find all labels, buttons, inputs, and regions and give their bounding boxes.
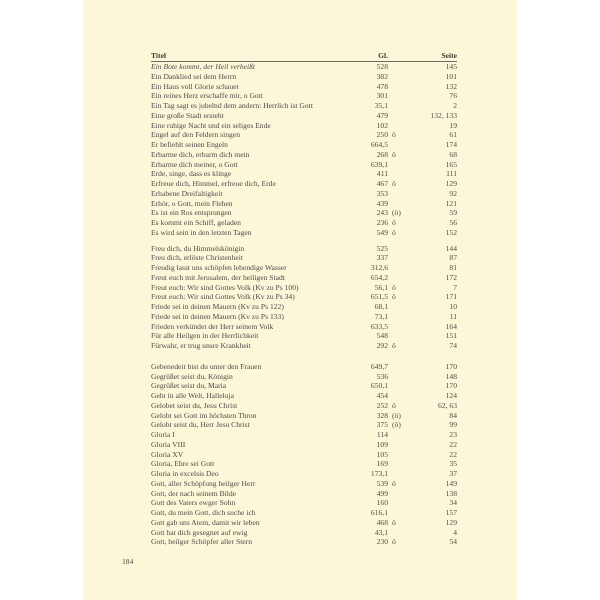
- page-ref: 2: [453, 101, 457, 110]
- header-seite: Seite: [441, 51, 457, 60]
- page-ref: 74: [449, 341, 457, 350]
- table-row: [151, 208, 457, 218]
- gl-number: 639,1: [370, 159, 388, 169]
- gl-number: 650,1: [370, 381, 388, 391]
- oe-mark: [388, 121, 408, 131]
- table-row: [151, 189, 457, 199]
- oe-mark: (ö): [392, 410, 401, 420]
- gl-number: 173,1: [370, 469, 388, 478]
- table-row: [151, 169, 457, 179]
- song-title: Ein reines Herz erschaffe mir, o Gott: [151, 91, 263, 101]
- song-title: Geht in alle Welt, Halleluja: [151, 391, 234, 400]
- gl-number: 651,5: [370, 292, 388, 302]
- song-title: Engel auf den Feldern singen: [151, 130, 240, 140]
- song-title: Gloria, Ehre sei Gott: [151, 459, 215, 469]
- page-ref: 23: [449, 430, 457, 439]
- page-ref: 164: [445, 321, 457, 331]
- page-ref: 61: [449, 130, 457, 140]
- page-ref: 165: [445, 159, 457, 169]
- table-row: [151, 228, 457, 238]
- song-title: Eine ruhige Nacht und ein seliges Ende: [151, 120, 271, 130]
- song-title: Freu dich, erlöste Christenheit: [151, 253, 243, 263]
- page-ref: 138: [445, 488, 457, 498]
- song-title: Gloria in excelsis Deo: [151, 469, 219, 478]
- page-ref: 174: [445, 140, 457, 149]
- song-title: Ein Tag sagt es jubelnd dem andern: Herrlich ist Gott: [151, 101, 313, 110]
- page-ref: 19: [449, 120, 457, 130]
- oe-mark: ö: [392, 227, 396, 237]
- oe-mark: [388, 189, 408, 199]
- gl-number: 68,1: [374, 302, 388, 311]
- table-header: [151, 50, 457, 62]
- gl-number: 616,1: [370, 508, 388, 517]
- table-row: [151, 440, 457, 450]
- oe-mark: ö: [392, 517, 396, 527]
- oe-mark: ö: [392, 478, 396, 488]
- oe-mark: [388, 302, 408, 312]
- oe-mark: [388, 508, 408, 518]
- page-ref: 124: [445, 391, 457, 400]
- gl-number: 654,2: [370, 272, 388, 282]
- gl-number: 539: [376, 478, 388, 488]
- oe-mark: [388, 263, 408, 273]
- table-row: [151, 381, 457, 391]
- table-row: [151, 479, 457, 489]
- oe-mark: ö: [392, 130, 396, 140]
- table-row: [151, 312, 457, 322]
- oe-mark: [388, 381, 408, 391]
- oe-mark: [388, 469, 408, 479]
- gl-number: 236: [376, 218, 388, 227]
- song-title: Gelobet seist du, Jesu Christ: [151, 400, 238, 410]
- song-title: Ein Danklied sei dem Herrn: [151, 71, 237, 81]
- oe-mark: [388, 160, 408, 170]
- song-title: Es kommt ein Schiff, geladen: [151, 218, 241, 227]
- song-title: Gloria VIII: [151, 439, 186, 449]
- song-title: Gegrüßet seist du, Königin: [151, 371, 233, 381]
- table-row: [151, 508, 457, 518]
- table-row: [151, 244, 457, 254]
- page-ref: 144: [445, 243, 457, 253]
- gl-number: 649,7: [370, 361, 388, 371]
- table-row: [151, 160, 457, 170]
- oe-mark: ö: [392, 179, 396, 188]
- page-ref: 157: [445, 508, 457, 517]
- gl-number: 114: [376, 430, 388, 439]
- song-title: Erde, singe, dass es klinge: [151, 169, 232, 179]
- table-row: [151, 518, 457, 528]
- page-ref: 35: [449, 459, 457, 469]
- table-row: [151, 459, 457, 469]
- page-ref: 54: [449, 537, 457, 547]
- gl-number: 292: [376, 341, 388, 350]
- song-title: Gelobt seist du, Herr Jesu Christ: [151, 420, 250, 430]
- song-title: Gott, aller Schöpfung heilger Herr: [151, 478, 256, 488]
- gl-number: 250: [376, 130, 388, 140]
- table-row: [151, 263, 457, 273]
- table-row: [151, 273, 457, 283]
- gl-number: 536: [376, 371, 388, 381]
- song-title: Es wird sein in den letzten Tagen: [151, 227, 252, 237]
- gl-number: 43,1: [374, 527, 388, 537]
- gl-number: 439: [376, 198, 388, 208]
- page-ref: 56: [449, 218, 457, 227]
- gl-number: 252: [376, 400, 388, 410]
- page-ref: 7: [453, 282, 457, 292]
- table-row: [151, 72, 457, 82]
- oe-mark: ö: [392, 400, 396, 410]
- oe-mark: [388, 391, 408, 401]
- page-ref: 62, 63: [438, 400, 457, 410]
- oe-mark: ö: [392, 537, 396, 547]
- table-row: [151, 283, 457, 293]
- page-ref: 99: [449, 420, 457, 430]
- table-row: [151, 101, 457, 111]
- gl-number: 353: [376, 188, 388, 198]
- page-ref: 22: [449, 449, 457, 459]
- song-title: Für alle Heilgen in der Herrlichkeit: [151, 331, 259, 341]
- page-ref: 151: [445, 331, 457, 341]
- gl-number: 337: [376, 253, 388, 263]
- oe-mark: (ö): [392, 208, 401, 218]
- table-row: [151, 469, 457, 479]
- oe-mark: [388, 199, 408, 209]
- oe-mark: ö: [392, 282, 396, 292]
- oe-mark: [388, 169, 408, 179]
- page-ref: 37: [449, 469, 457, 478]
- song-title: Gott, der nach seinem Bilde: [151, 488, 236, 498]
- song-title: Eine große Stadt ersteht: [151, 110, 224, 120]
- gl-number: 478: [376, 81, 388, 91]
- gl-number: 243: [376, 208, 388, 218]
- song-title: Er befiehlt seinen Engeln: [151, 140, 228, 149]
- oe-mark: ö: [392, 292, 396, 302]
- song-title: Frieden verkündet der Herr seinem Volk: [151, 321, 274, 331]
- gl-number: 312,6: [370, 263, 388, 272]
- oe-mark: (ö): [392, 420, 401, 430]
- oe-mark: [388, 450, 408, 460]
- gl-number: 633,5: [370, 321, 388, 331]
- gl-number: 375: [376, 420, 388, 430]
- oe-mark: [388, 91, 408, 101]
- song-title: Freut euch: Wir sind Gottes Volk (Kv zu Ps 34): [151, 292, 295, 302]
- header-gl: Gl.: [378, 51, 388, 60]
- song-title: Erbarme dich meiner, o Gott: [151, 159, 238, 169]
- gl-number: 268: [376, 149, 388, 159]
- gl-number: 528: [376, 62, 388, 71]
- table-row: [151, 121, 457, 131]
- song-title: Ein Bote kommt, der Heil verheißt: [151, 62, 256, 71]
- page-ref: 152: [445, 227, 457, 237]
- table-row: [151, 411, 457, 421]
- gl-number: 467: [376, 179, 388, 188]
- song-title: Gegrüßet seist du, Maria: [151, 381, 227, 391]
- table-row: [151, 179, 457, 189]
- table-row: [151, 362, 457, 372]
- page-ref: 76: [449, 91, 457, 101]
- table-body: [151, 62, 457, 547]
- page-ref: 145: [445, 62, 457, 71]
- page-ref: 132, 133: [430, 110, 457, 120]
- song-title: Erbarme dich, erbarm dich mein: [151, 149, 250, 159]
- table-row: [151, 62, 457, 72]
- page-ref: 170: [445, 361, 457, 371]
- gl-number: 105: [376, 449, 388, 459]
- oe-mark: [388, 498, 408, 508]
- gl-number: 468: [376, 517, 388, 527]
- table-row: [151, 130, 457, 140]
- gl-number: 454: [376, 391, 388, 400]
- table-row: [151, 253, 457, 263]
- table-row: [151, 420, 457, 430]
- table-row: [151, 528, 457, 538]
- gl-number: 35,1: [374, 101, 388, 110]
- page-ref: 59: [449, 208, 457, 218]
- oe-mark: [388, 82, 408, 92]
- gl-number: 664,5: [370, 140, 388, 149]
- page-ref: 121: [445, 198, 457, 208]
- page-ref: 132: [445, 81, 457, 91]
- table-row: [151, 111, 457, 121]
- page-ref: 172: [445, 272, 457, 282]
- gl-number: 230: [376, 537, 388, 547]
- song-title: Gloria I: [151, 430, 175, 439]
- gl-number: 109: [376, 439, 388, 449]
- page-ref: 87: [449, 253, 457, 263]
- page-number: 184: [122, 557, 134, 566]
- song-title: Gott des Vaters ewger Sohn: [151, 498, 236, 508]
- page-ref: 129: [445, 517, 457, 527]
- table-row: [151, 341, 457, 351]
- oe-mark: [388, 430, 408, 440]
- oe-mark: [388, 101, 408, 111]
- gl-number: 160: [376, 498, 388, 508]
- oe-mark: [388, 273, 408, 283]
- page-ref: 170: [445, 381, 457, 391]
- oe-mark: [388, 459, 408, 469]
- page-ref: 92: [449, 188, 457, 198]
- gl-number: 382: [376, 71, 388, 81]
- oe-mark: [388, 528, 408, 538]
- song-title: Freut euch: Wir sind Gottes Volk (Kv zu Ps 100): [151, 282, 299, 292]
- page-ref: 84: [449, 410, 457, 420]
- song-title: Freut euch mit Jerusalem, der heiligen Stadt: [151, 272, 285, 282]
- page-ref: 171: [445, 292, 457, 302]
- section-gap: [151, 351, 457, 362]
- page-ref: 4: [453, 527, 457, 537]
- gl-number: 102: [376, 120, 388, 130]
- song-title: Erfreue dich, Himmel, erfreue dich, Erde: [151, 179, 276, 188]
- table-row: [151, 91, 457, 101]
- page-ref: 10: [449, 302, 457, 311]
- table-row: [151, 302, 457, 312]
- song-title: Gebenedeit bist du unter den Frauen: [151, 361, 262, 371]
- song-title: Gott, du mein Gott, dich suche ich: [151, 508, 256, 517]
- gl-number: 548: [376, 331, 388, 341]
- table-row: [151, 82, 457, 92]
- oe-mark: [388, 489, 408, 499]
- song-title: Gelobt sei Gott im höchsten Thron: [151, 410, 257, 420]
- oe-mark: [388, 72, 408, 82]
- table-row: [151, 401, 457, 411]
- table-row: [151, 450, 457, 460]
- gl-number: 328: [376, 410, 388, 420]
- page-ref: 11: [449, 311, 457, 321]
- table-row: [151, 537, 457, 547]
- gl-number: 169: [376, 459, 388, 469]
- table-row: [151, 199, 457, 209]
- page-ref: 81: [449, 263, 457, 272]
- song-title: Gott hat dich gesegnet auf ewig: [151, 527, 248, 537]
- oe-mark: ö: [392, 218, 396, 227]
- oe-mark: [388, 362, 408, 372]
- gl-number: 525: [376, 243, 388, 253]
- song-index-table: [151, 50, 457, 547]
- oe-mark: ö: [392, 341, 396, 350]
- song-title: Freu dich, du Himmelskönigin: [151, 243, 245, 253]
- gl-number: 549: [376, 227, 388, 237]
- oe-mark: [388, 244, 408, 254]
- page-ref: 149: [445, 478, 457, 488]
- oe-mark: [388, 440, 408, 450]
- song-title: Es ist ein Ros entsprungen: [151, 208, 232, 218]
- table-row: [151, 489, 457, 499]
- oe-mark: [388, 140, 408, 150]
- page-ref: 129: [445, 179, 457, 188]
- table-row: [151, 372, 457, 382]
- song-title: Gott gab uns Atem, damit wir leben: [151, 517, 260, 527]
- page-ref: 68: [449, 149, 457, 159]
- gl-number: 411: [376, 169, 388, 179]
- page-ref: 148: [445, 371, 457, 381]
- page-ref: 34: [449, 498, 457, 508]
- table-row: [151, 218, 457, 228]
- page-ref: 22: [449, 439, 457, 449]
- oe-mark: [388, 372, 408, 382]
- oe-mark: [388, 62, 408, 72]
- oe-mark: [388, 253, 408, 263]
- oe-mark: [388, 312, 408, 322]
- table-row: [151, 331, 457, 341]
- gl-number: 301: [376, 91, 388, 101]
- song-title: Erhabene Dreifaltigkeit: [151, 188, 223, 198]
- song-title: Gloria XV: [151, 449, 184, 459]
- song-title: Friede sei in deinen Mauern (Kv zu Ps 122): [151, 302, 284, 311]
- page-ref: 101: [445, 71, 457, 81]
- table-row: [151, 498, 457, 508]
- gl-number: 73,1: [374, 311, 388, 321]
- table-row: [151, 150, 457, 160]
- table-row: [151, 391, 457, 401]
- table-row: [151, 140, 457, 150]
- oe-mark: ö: [392, 149, 396, 159]
- oe-mark: [388, 111, 408, 121]
- song-title: Freudig lasst uns schöpfen lebendige Wasser: [151, 263, 287, 272]
- song-title: Ein Haus voll Glorie schauet: [151, 81, 239, 91]
- header-title: Titel: [151, 51, 167, 60]
- gl-number: 56,1: [374, 282, 388, 292]
- page-ref: 111: [446, 169, 457, 179]
- table-row: [151, 292, 457, 302]
- gl-number: 499: [376, 488, 388, 498]
- oe-mark: [388, 322, 408, 332]
- gl-number: 479: [376, 110, 388, 120]
- table-row: [151, 322, 457, 332]
- oe-mark: [388, 331, 408, 341]
- song-title: Erhör, o Gott, mein Flehen: [151, 198, 233, 208]
- table-row: [151, 430, 457, 440]
- song-title: Fürwahr, er trug unsre Krankheit: [151, 341, 251, 350]
- song-title: Friede sei in deinen Mauern (Kv zu Ps 133): [151, 311, 284, 321]
- song-title: Gott, heilger Schöpfer aller Stern: [151, 537, 253, 547]
